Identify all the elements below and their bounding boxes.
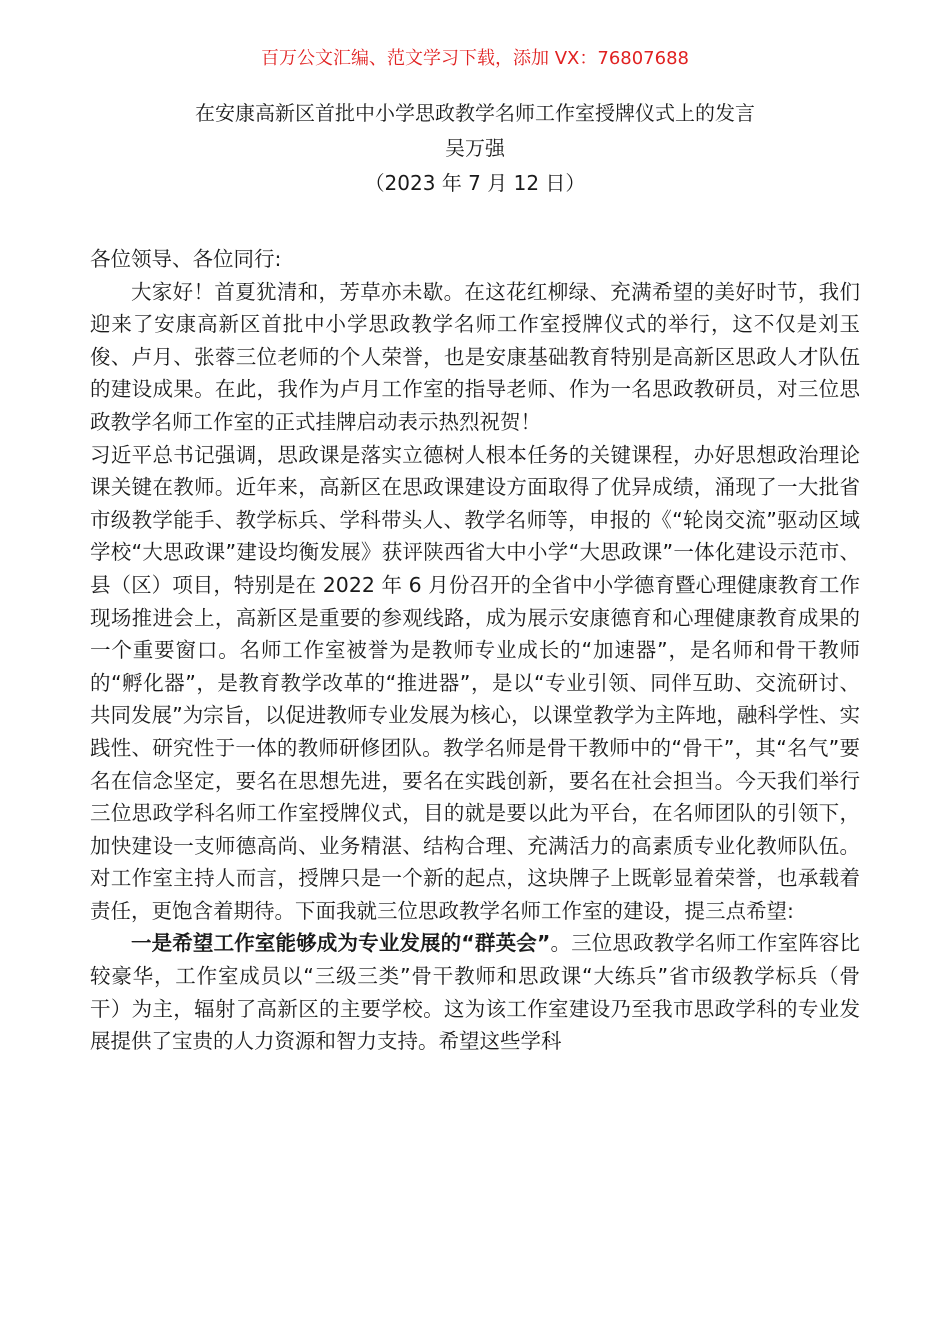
salutation: 各位领导、各位同行:: [90, 247, 282, 271]
document-author: 吴万强: [445, 136, 505, 160]
paragraph-main: 习近平总书记强调，思政课是落实立德树人根本任务的关键课程，办好思想政治理论课关键在教师。近年来，高新区在思政课建设方面取得了优异成绩，涌现了一大批省市级教学能手、教学标兵、学科带头人、教学名师等，申报的《“轮岗交流”驱动区域学校“大思政课”建设均衡发展》获评陕西省大中小学“大思政课”一体化建设示范市、县（区）项目，特别是在 2022 年 6 月份召开的全省中小学德育暨心理健康教育工作现场推进会上，高新区是重要的参观线路，成为展示安康德育和心理健康教育成果的一个重要窗口。名师工作室被誉为是教师专业成长的“加速器”，是名师和骨干教师的“孵化器”，是教育教学改革的“推进器”，是以“专业引领、同伴互助、交流研讨、共同发展”为宗旨，以促进教师专业发展为核心，以课堂教学为主阵地，融科学性、实践性、研究性于一体的教师研修团队。教学名师是骨干教师中的“骨干”，其“名气”要名在信念坚定，要名在思想先进，要名在实践创新，要名在社会担当。今天我们举行三位思政学科名师工作室授牌仪式，目的就是要以此为平台，在名师团队的引领下，加快建设一支师德高尚、业务精湛、结构合理、充满活力的高素质专业化教师队伍。对工作室主持人而言，授牌只是一个新的起点，这块牌子上既彰显着荣誉，也承载着责任，更饱含着期待。下面我就三位思政教学名师工作室的建设，提三点希望:: [90, 442, 860, 923]
paragraph-hope-one-heading: 一是希望工作室能够成为专业发展的“群英会”: [131, 931, 551, 956]
paragraph-hope-one-text: 。三位思政教学名师工作室阵容比较豪华，工作室成员以“三级三类”骨干教师和思政课“大练兵”省市级教学标兵（骨干）为主，辐射了高新区的主要学校。这为该工作室建设乃至我市思政学科的专业发展提供了宝贵的人力资源和智力支持。希望这些学科: [90, 931, 861, 1054]
paragraph-hope-one: [90, 927, 860, 1057]
document-body: [90, 243, 860, 1058]
watermark-banner: 百万公文汇编、范文学习下载，添加 VX：76807688: [261, 48, 689, 69]
title-block: [0, 96, 950, 201]
document-date: （2023 年 7 月 12 日）: [364, 171, 586, 195]
paragraph-opening: 大家好！首夏犹清和，芳草亦未歇。在这花红柳绿、充满希望的美好时节，我们迎来了安康高新区首批中小学思政教学名师工作室授牌仪式的举行，这不仅是刘玉俊、卢月、张蓉三位老师的个人荣誉，也是安康基础教育特别是高新区思政人才队伍的建设成果。在此，我作为卢月工作室的指导老师、作为一名思政教研员，对三位思政教学名师工作室的正式挂牌启动表示热烈祝贺！: [90, 279, 860, 434]
document-title: 在安康高新区首批中小学思政教学名师工作室授牌仪式上的发言: [195, 101, 755, 125]
